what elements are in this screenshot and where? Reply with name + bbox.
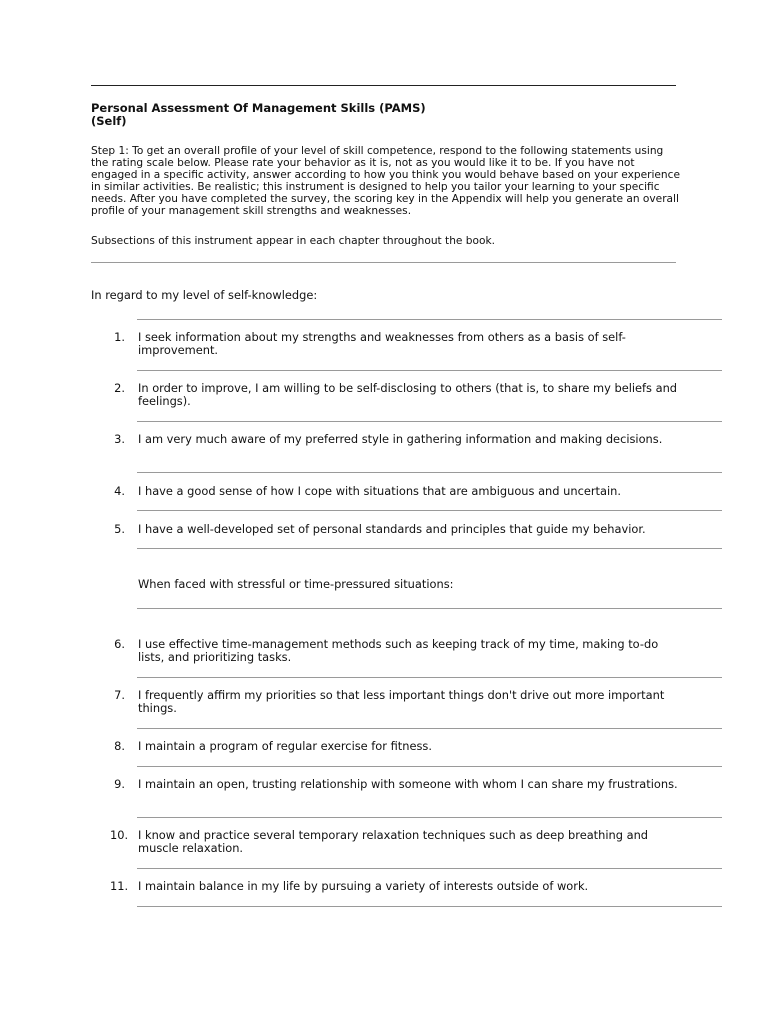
item-rule — [137, 510, 722, 511]
section-heading-stress: When faced with stressful or time-pressured situations: — [138, 577, 454, 591]
item-text: I use effective time-management methods such as keeping track of my time, making to-do lists, and prioritizing tasks. — [138, 637, 659, 664]
item-number: 5. — [114, 522, 125, 536]
subtitle-line: (Self) — [91, 114, 127, 128]
section-heading-self-knowledge: In regard to my level of self-knowledge: — [91, 288, 318, 302]
item-number: 9. — [114, 777, 125, 791]
top-rule — [91, 85, 676, 86]
item-rule — [137, 319, 722, 320]
item-text: I have a good sense of how I cope with situations that are ambiguous and uncertain. — [138, 484, 621, 498]
subsections-note: Subsections of this instrument appear in each chapter throughout the book. — [91, 235, 496, 247]
item-text: I seek information about my strengths and weaknesses from others as a basis of self-improvement. — [138, 330, 626, 357]
item-text: I frequently affirm my priorities so that less important things don't drive out more important things. — [138, 688, 665, 715]
item-rule — [137, 608, 722, 609]
document-title — [91, 102, 691, 128]
item-rule — [137, 472, 722, 473]
item-text: I maintain balance in my life by pursuing a variety of interests outside of work. — [138, 879, 589, 893]
item-text: I know and practice several temporary relaxation techniques such as deep breathing and muscle relaxation. — [138, 828, 649, 855]
item-number: 8. — [114, 739, 125, 753]
item-number: 4. — [114, 484, 125, 498]
item-number: 11. — [110, 879, 129, 893]
item-rule — [137, 421, 722, 422]
item-rule — [137, 370, 722, 371]
item-number: 10. — [110, 828, 129, 842]
item-number: 3. — [114, 432, 125, 446]
item-rule — [137, 677, 722, 678]
item-text: I maintain an open, trusting relationship with someone with whom I can share my frustrations. — [138, 777, 678, 791]
title-line: Personal Assessment Of Management Skills (PAMS) — [91, 101, 426, 115]
item-number: 1. — [114, 330, 125, 344]
item-text: I am very much aware of my preferred style in gathering information and making decisions. — [138, 432, 663, 446]
item-rule — [137, 766, 722, 767]
item-number: 2. — [114, 381, 125, 395]
item-rule — [137, 906, 722, 907]
item-rule — [137, 868, 722, 869]
step-instructions: Step 1: To get an overall profile of your level of skill competence, respond to the following statements using the rating scale below. Please rate your behavior as it is, not as you would like it to be. If you have not engaged in a specific activity, answer according to how you think you would behave based on your experience in similar activities. Be realistic; this instrument is designed to help you tailor your learning to your specific needs. After you have completed the survey, the scoring key in the Appendix will help you generate an overall profile of your management skill strengths and weaknesses. — [91, 145, 680, 217]
item-text: In order to improve, I am willing to be self-disclosing to others (that is, to share my beliefs and feelings). — [138, 381, 678, 408]
intro-divider — [91, 262, 676, 263]
item-rule — [137, 817, 722, 818]
item-text: I maintain a program of regular exercise for fitness. — [138, 739, 432, 753]
item-rule — [137, 728, 722, 729]
item-number: 6. — [114, 637, 125, 651]
item-number: 7. — [114, 688, 125, 702]
item-rule — [137, 548, 722, 549]
item-text: I have a well-developed set of personal standards and principles that guide my behavior. — [138, 522, 646, 536]
